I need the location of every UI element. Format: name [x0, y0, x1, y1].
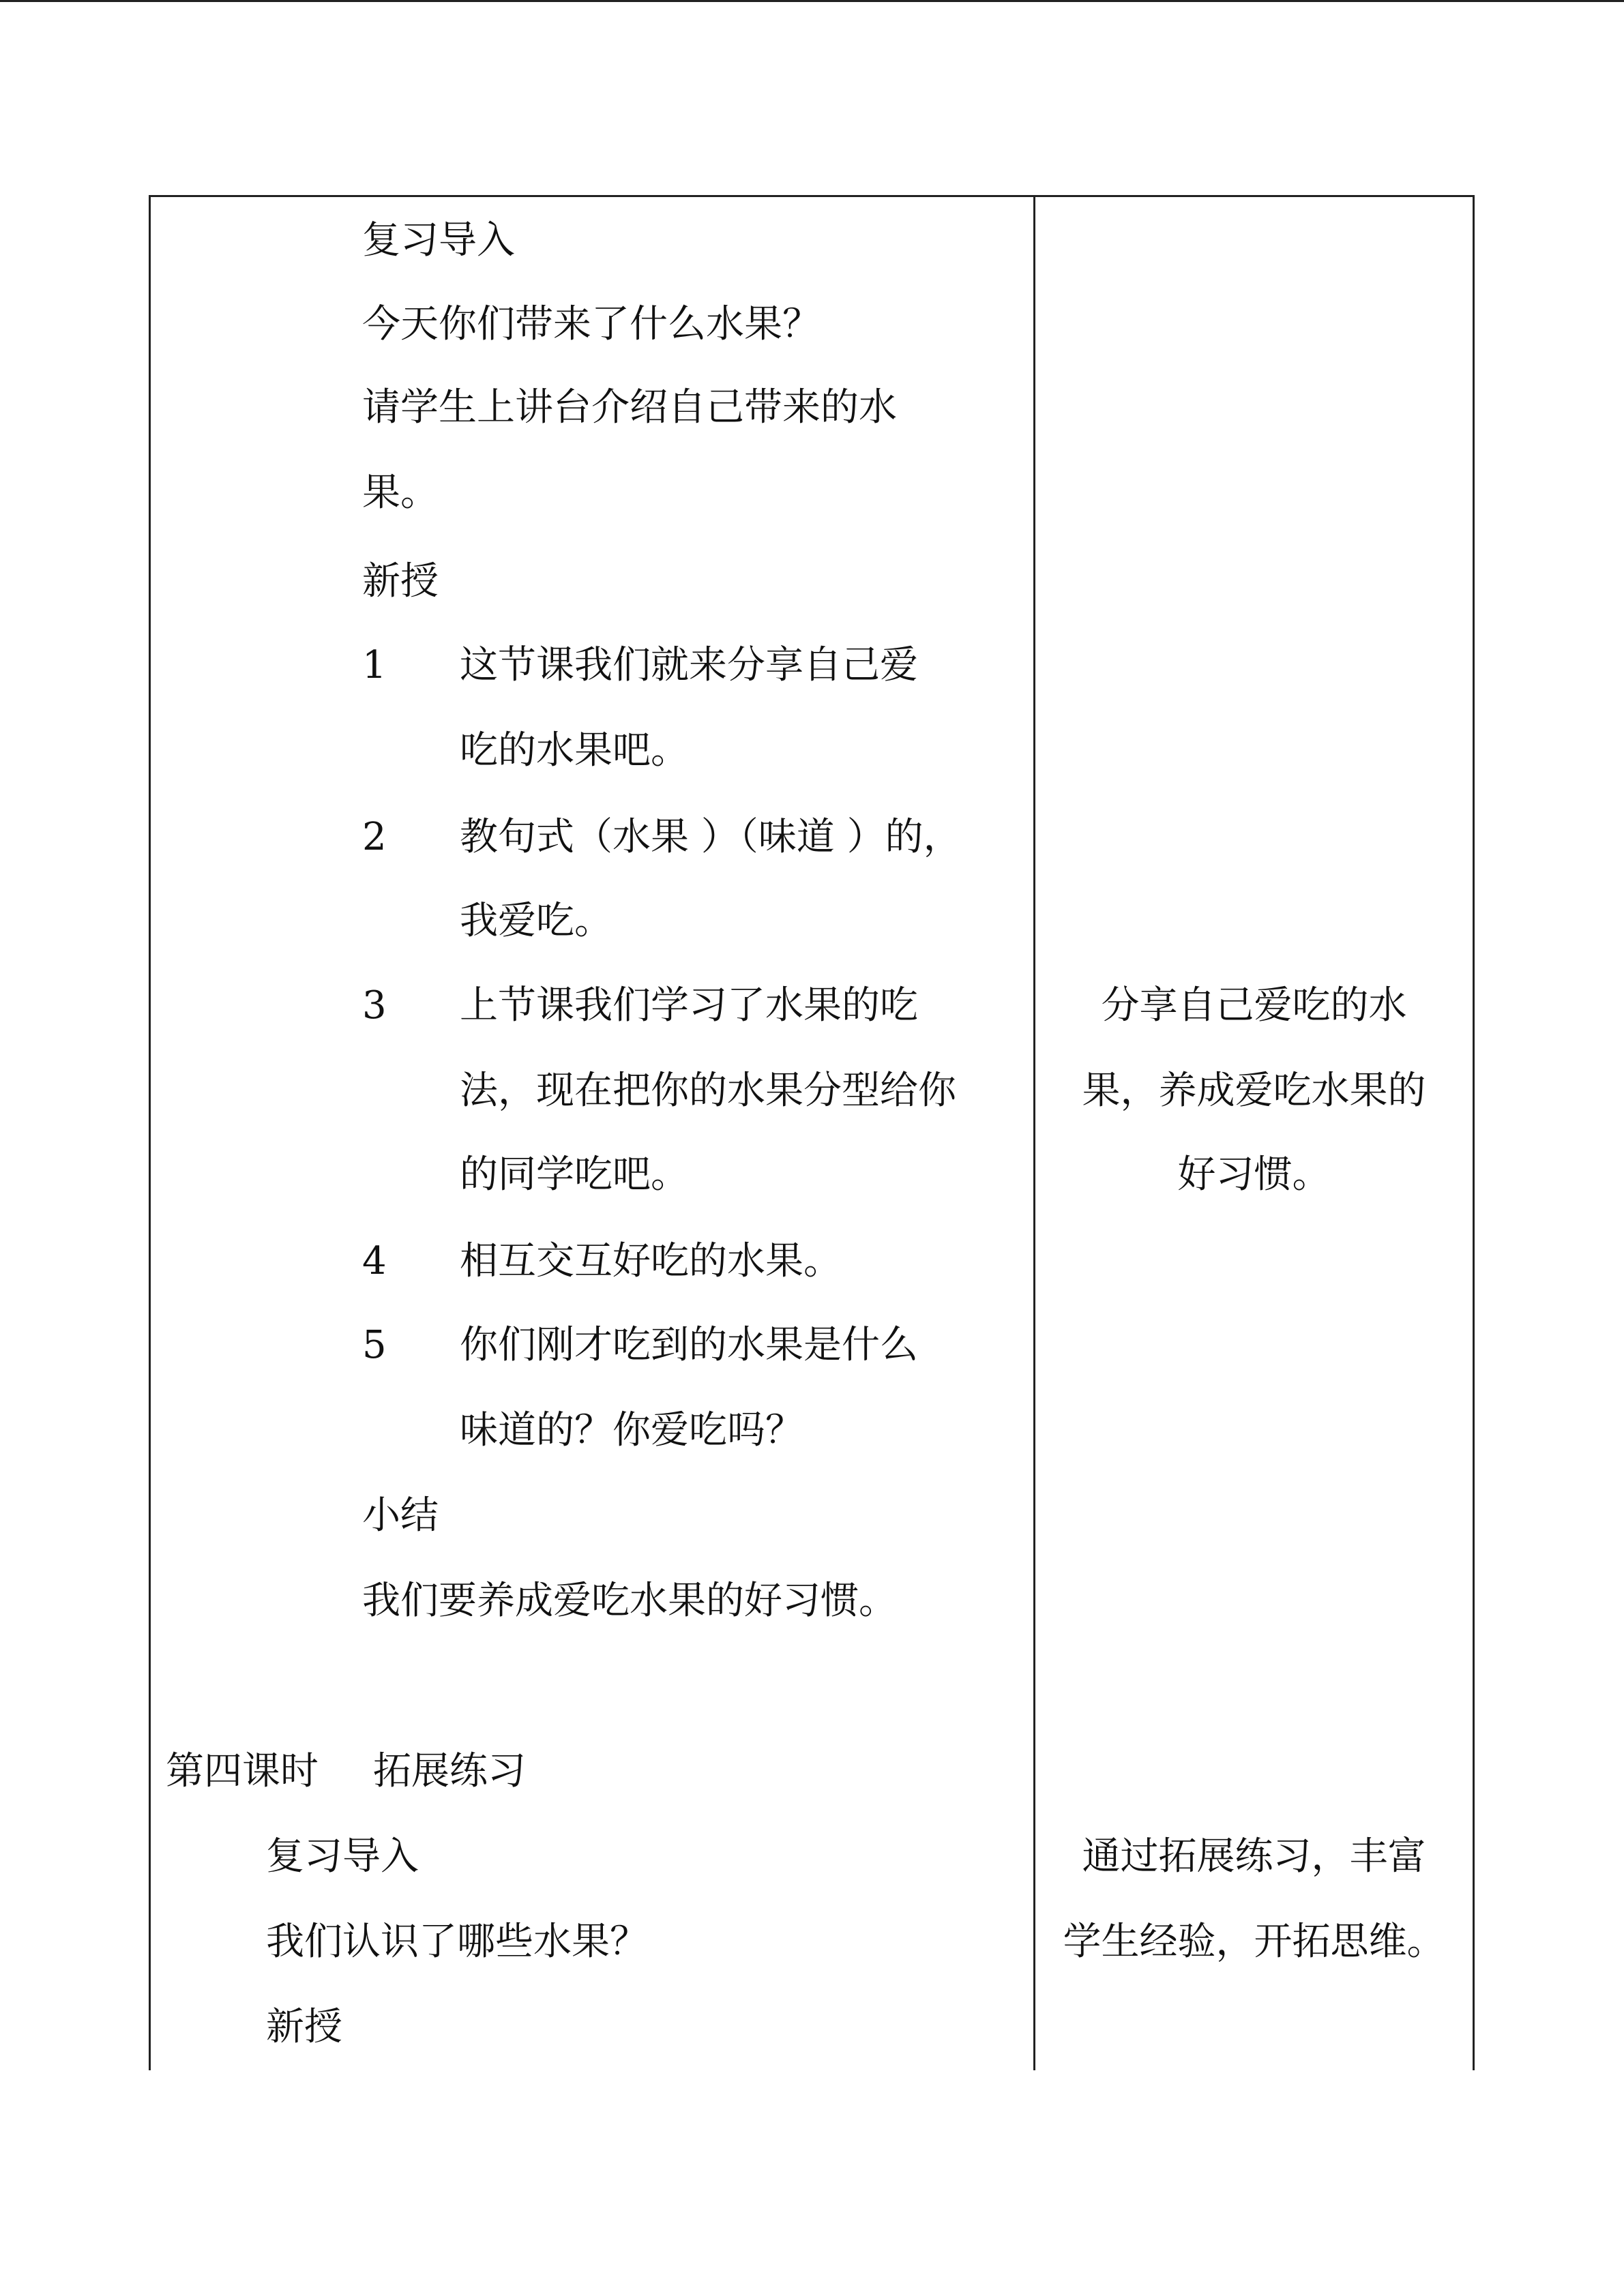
- opening-question: 今天你们带来了什么水果？: [362, 302, 821, 346]
- step-number: 1: [362, 643, 387, 687]
- lesson-title-row: [166, 1748, 526, 1795]
- step-text: 教句式（水果 ）（味道 ）的，: [460, 815, 962, 859]
- purpose-note-line: 好习惯。: [1177, 1152, 1331, 1197]
- review-question: 我们认识了哪些水果？: [266, 1920, 648, 1964]
- step-text: 吃的水果吧。: [460, 728, 689, 773]
- instruction-line-1: 请学生上讲台介绍自己带来的水: [362, 385, 897, 430]
- step-text: 法，现在把你的水果分型给你: [460, 1069, 956, 1113]
- new-lesson-heading: 新授: [362, 559, 439, 603]
- summary-heading: 小结: [362, 1493, 439, 1538]
- purpose-note-line: 果，养成爱吃水果的: [1082, 1069, 1426, 1113]
- step-text: 你们刚才吃到的水果是什么: [460, 1323, 918, 1367]
- step-text: 这节课我们就来分享自己爱: [460, 643, 918, 687]
- step-number: 2: [362, 815, 387, 859]
- lesson-title: 第四课时: [166, 1749, 319, 1793]
- review-heading: 复习导入: [362, 218, 515, 263]
- lesson-subtitle: 拓展练习: [373, 1749, 526, 1793]
- instruction-line-2: 果。: [362, 471, 439, 515]
- step-text: 味道的？你爱吃吗？: [460, 1408, 803, 1452]
- purpose-note-line: 学生经验，开拓思维。: [1063, 1920, 1445, 1964]
- step-text: 相互交互好吃的水果。: [460, 1239, 842, 1283]
- step-number: 5: [362, 1323, 387, 1367]
- table-column-divider: [1033, 195, 1035, 2070]
- step-text: 上节课我们学习了水果的吃: [460, 983, 918, 1028]
- step-text: 的同学吃吧。: [460, 1152, 689, 1197]
- step-text: 我爱吃。: [460, 899, 612, 943]
- step-number: 4: [362, 1239, 387, 1283]
- new-lesson-heading: 新授: [266, 2005, 342, 2049]
- review-heading: 复习导入: [266, 1834, 419, 1879]
- purpose-note-line: 通过拓展练习，丰富: [1082, 1834, 1426, 1879]
- summary-text: 我们要养成爱吃水果的好习惯。: [362, 1579, 897, 1623]
- purpose-note-line: 分享自己爱吃的水: [1101, 983, 1407, 1028]
- step-number: 3: [362, 983, 387, 1028]
- page-top-border: [0, 0, 1624, 2]
